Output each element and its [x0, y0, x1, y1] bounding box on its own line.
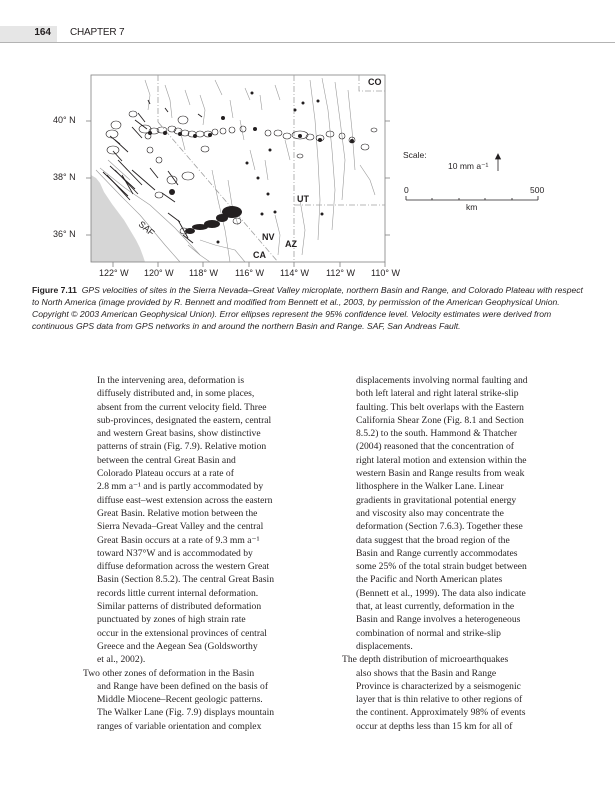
state-label-az: AZ: [285, 239, 297, 249]
text-line: Basin and Range currently accommodates: [356, 547, 518, 559]
text-line: western Basin and Range results from weak: [356, 468, 525, 480]
text-line: combination of normal and strike-slip: [356, 627, 501, 639]
text-line: diffuse deformation across the western Great: [97, 561, 270, 573]
figure-label: Figure 7.11: [32, 285, 77, 295]
state-label-nv: NV: [262, 232, 275, 242]
text-line: records little current internal deformation.: [97, 587, 259, 599]
figure-caption: [32, 284, 588, 332]
ocean-area: [91, 175, 145, 262]
text-line: between the central Great Basin and: [97, 454, 236, 466]
text-line: California Shear Zone (Fig. 8.1 and Section: [356, 414, 524, 426]
text-line: Province is characterized by a seismogenic: [356, 680, 521, 692]
text-line: The Walker Lane (Fig. 7.9) displays mountain: [97, 707, 275, 719]
text-line: the Pacific and North American plates: [356, 574, 503, 586]
text-line: ranges of variable orientation and complex: [97, 720, 262, 732]
text-line: right lateral motion and extension within the: [356, 454, 527, 466]
text-line: patterns of strain (Fig. 7.9). Relative motion: [97, 441, 267, 453]
text-line: data suggest that the broad region of the: [356, 534, 510, 546]
x-axis-label-110w: 110° W: [371, 268, 400, 278]
text-line: absent from the current velocity field. Three: [97, 401, 267, 413]
scale-bar-unit: km: [466, 202, 478, 212]
text-line: occur in the extensional provinces of central: [97, 627, 267, 639]
text-line: (2004) reasoned that the concentration of: [356, 441, 514, 453]
fault-label-saf: SAF: [136, 219, 157, 238]
text-line: displacements.: [356, 640, 413, 652]
x-axis-label-116w: 116° W: [235, 268, 264, 278]
text-line: In the intervening area, deformation is: [97, 375, 245, 386]
text-line: toward N37°W and is accommodated by: [97, 547, 253, 559]
text-line: and Range have been defined on the basis of: [97, 680, 269, 692]
scale-arrow: [496, 154, 501, 171]
text-line: some 25% of the total strain budget between: [356, 561, 527, 573]
state-label-co: CO: [368, 77, 382, 87]
text-line: the continent. Approximately 98% of events: [356, 707, 526, 719]
text-line: faulting. This belt overlaps with the Eastern: [356, 401, 524, 413]
page-number: 164: [34, 27, 51, 38]
text-line: Two other zones of deformation in the Basin: [83, 667, 255, 679]
text-line: Basin and Range involves a heterogeneous: [356, 614, 521, 626]
text-line: lithosphere in the Walker Lane. Linear: [356, 481, 504, 493]
scale-bar-end: 500: [530, 185, 545, 195]
gps-velocity-map: [0, 0, 615, 290]
text-line: Great Basin occurs at a rate of 9.3 mm a⁻¹: [97, 534, 260, 546]
text-line: Middle Miocene–Recent geologic patterns.: [97, 694, 263, 706]
chapter-label: CHAPTER 7: [70, 27, 125, 38]
body-left-column: [83, 374, 305, 733]
state-label-ca: CA: [253, 250, 266, 260]
text-line: Colorado Plateau occurs at a rate of: [97, 468, 234, 480]
scale-title: Scale:: [403, 150, 427, 160]
y-axis-label-36n: 36° N: [53, 229, 76, 239]
x-axis-label-120w: 120° W: [144, 268, 174, 278]
text-line: layer that is thin relative to other regions of: [356, 694, 523, 706]
text-line: Similar patterns of distributed deformation: [97, 601, 262, 613]
scale-bar: [406, 196, 538, 200]
text-line: displacements involving normal faulting and: [356, 375, 528, 386]
text-line: occur at depths less than 15 km for all of: [356, 720, 513, 732]
state-label-ut: UT: [297, 194, 309, 204]
body-right-column: [342, 374, 578, 733]
text-line: Great Basin. Relative motion between the: [97, 507, 258, 519]
text-line: et al., 2002).: [97, 654, 146, 666]
text-line: and viscosity also may concentrate the: [356, 507, 504, 519]
text-line: The depth distribution of microearthquakes: [342, 654, 509, 666]
text-line: and western Great basins, show distinctive: [97, 428, 261, 440]
text-line: diffusely distributed and, in some places,: [97, 388, 255, 400]
x-axis-label-118w: 118° W: [189, 268, 218, 278]
map-frame: [91, 75, 385, 262]
text-line: both left lateral and right lateral strike-slip: [356, 388, 519, 400]
text-line: 8.5.2) to the south. Hammond & Thatcher: [356, 428, 518, 440]
text-line: 2.8 mm a⁻¹ and is partly accommodated by: [97, 481, 264, 493]
text-line: gradients in gravitational potential energy: [356, 494, 517, 506]
y-axis-label-38n: 38° N: [53, 172, 76, 182]
text-line: Sierra Nevada–Great Valley and the central: [97, 521, 264, 533]
x-axis-label-112w: 112° W: [326, 268, 355, 278]
text-line: also shows that the Basin and Range: [356, 667, 497, 679]
scale-bar-start: 0: [404, 185, 409, 195]
text-line: that, at least currently, deformation in the: [356, 601, 515, 613]
figure-caption-text: GPS velocities of sites in the Sierra Nevada–Great Valley microplate, northern Basin and Range, and Colorado Plateau with respect to North America (image provided by R. Bennett and modified from Bennett et al., 2003, by permission of the American Geophysical Union. Copyright © 2003 American Geophysical Union). Error ellipses represent the 95% confidence level. Velocity estimates were derived from continuous GPS data from GPS networks in and around the northern Basin and Range. SAF, San Andreas Fault.: [32, 285, 583, 331]
text-line: diffuse east–west extension across the eastern: [97, 494, 273, 506]
scale-velocity-label: 10 mm a⁻¹: [448, 161, 489, 171]
y-axis-label-40n: 40° N: [53, 115, 76, 125]
text-line: punctuated by zones of high strain rate: [97, 614, 246, 626]
text-line: deformation (Section 7.6.3). Together these: [356, 521, 523, 533]
text-line: Greece and the Aegean Sea (Goldsworthy: [97, 640, 258, 652]
x-axis-label-122w: 122° W: [99, 268, 129, 278]
x-axis-label-114w: 114° W: [280, 268, 309, 278]
text-line: Basin (Section 8.5.2). The central Great Basin: [97, 574, 274, 586]
text-line: sub-provinces, designated the eastern, central: [97, 414, 272, 426]
text-line: (Bennett et al., 1999). The data also indicate: [356, 587, 526, 599]
